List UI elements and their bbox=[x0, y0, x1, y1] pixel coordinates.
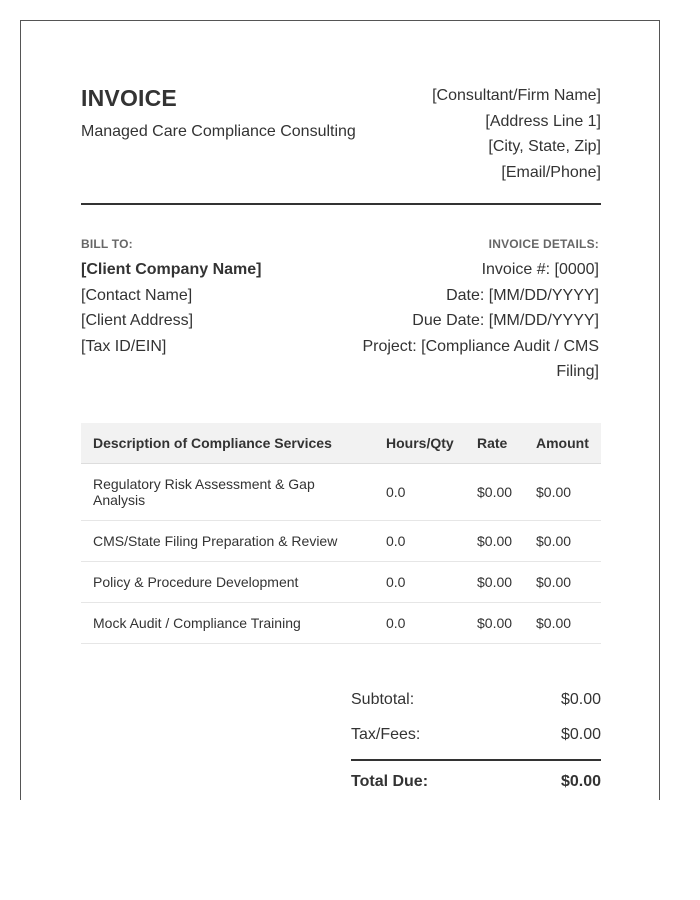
invoice-project: Project: [Compliance Audit / CMS bbox=[362, 337, 599, 355]
row-hours: 0.0 bbox=[374, 521, 465, 562]
column-header-description: Description of Compliance Services bbox=[81, 423, 374, 464]
table-row bbox=[81, 562, 601, 603]
row-amount: $0.00 bbox=[524, 521, 601, 562]
row-rate: $0.00 bbox=[465, 562, 524, 603]
row-rate: $0.00 bbox=[465, 603, 524, 644]
invoice-details-section bbox=[339, 237, 599, 385]
firm-address: [Address Line 1] bbox=[485, 112, 601, 130]
row-hours: 0.0 bbox=[374, 603, 465, 644]
client-contact-name: [Contact Name] bbox=[81, 286, 193, 304]
header-divider bbox=[81, 203, 601, 205]
bill-to-label: BILL TO: bbox=[81, 237, 133, 251]
table-row bbox=[81, 603, 601, 644]
row-rate: $0.00 bbox=[465, 521, 524, 562]
total-due-label: Total Due: bbox=[351, 773, 429, 790]
row-amount: $0.00 bbox=[524, 464, 601, 521]
row-description: Policy & Procedure Development bbox=[81, 562, 374, 603]
total-due-row bbox=[351, 761, 601, 795]
row-description bbox=[81, 464, 374, 521]
tax-row bbox=[351, 722, 601, 757]
row-hours: 0.0 bbox=[374, 562, 465, 603]
tax-value: $0.00 bbox=[560, 726, 601, 743]
column-header-rate: Rate bbox=[465, 423, 524, 464]
client-address: [Client Address] bbox=[81, 312, 194, 329]
invoice-title: INVOICE bbox=[81, 85, 177, 111]
invoice-subtitle: Managed Care Compliance Consulting bbox=[81, 123, 356, 140]
row-description: CMS/State Filing Preparation & Review bbox=[81, 521, 374, 562]
totals-section bbox=[351, 687, 601, 795]
row-description-line: Analysis bbox=[93, 492, 146, 508]
row-description-line: Regulatory Risk Assessment & Gap bbox=[93, 476, 315, 492]
firm-contact: [Email/Phone] bbox=[501, 163, 601, 181]
invoice-due-date: Due Date: [MM/DD/YYYY] bbox=[412, 312, 599, 329]
firm-name: [Consultant/Firm Name] bbox=[432, 87, 601, 104]
column-header-hours: Hours/Qty bbox=[374, 423, 465, 464]
subtotal-value: $0.00 bbox=[560, 691, 601, 708]
services-table bbox=[81, 423, 601, 644]
row-amount: $0.00 bbox=[524, 603, 601, 644]
invoice-date: Date: [MM/DD/YYYY] bbox=[446, 286, 599, 304]
bill-to-section bbox=[81, 237, 341, 359]
client-tax-id: [Tax ID/EIN] bbox=[81, 337, 167, 355]
table-row bbox=[81, 464, 601, 521]
row-description: Mock Audit / Compliance Training bbox=[81, 603, 374, 644]
firm-info bbox=[432, 83, 601, 185]
table-header-row bbox=[81, 423, 601, 464]
invoice-project-continued: Filing] bbox=[556, 363, 599, 380]
column-header-amount: Amount bbox=[524, 423, 601, 464]
subtotal-row bbox=[351, 687, 601, 722]
invoice-page bbox=[20, 20, 660, 800]
invoice-details-label: INVOICE DETAILS: bbox=[488, 237, 599, 251]
tax-label: Tax/Fees: bbox=[351, 726, 421, 743]
total-due-value: $0.00 bbox=[560, 773, 601, 790]
invoice-number: Invoice #: [0000] bbox=[481, 261, 599, 278]
subtotal-label: Subtotal: bbox=[351, 691, 415, 708]
firm-city-state-zip: [City, State, Zip] bbox=[488, 138, 601, 155]
client-company-name: [Client Company Name] bbox=[81, 261, 262, 278]
row-amount: $0.00 bbox=[524, 562, 601, 603]
row-hours: 0.0 bbox=[374, 464, 465, 521]
row-rate: $0.00 bbox=[465, 464, 524, 521]
table-row bbox=[81, 521, 601, 562]
